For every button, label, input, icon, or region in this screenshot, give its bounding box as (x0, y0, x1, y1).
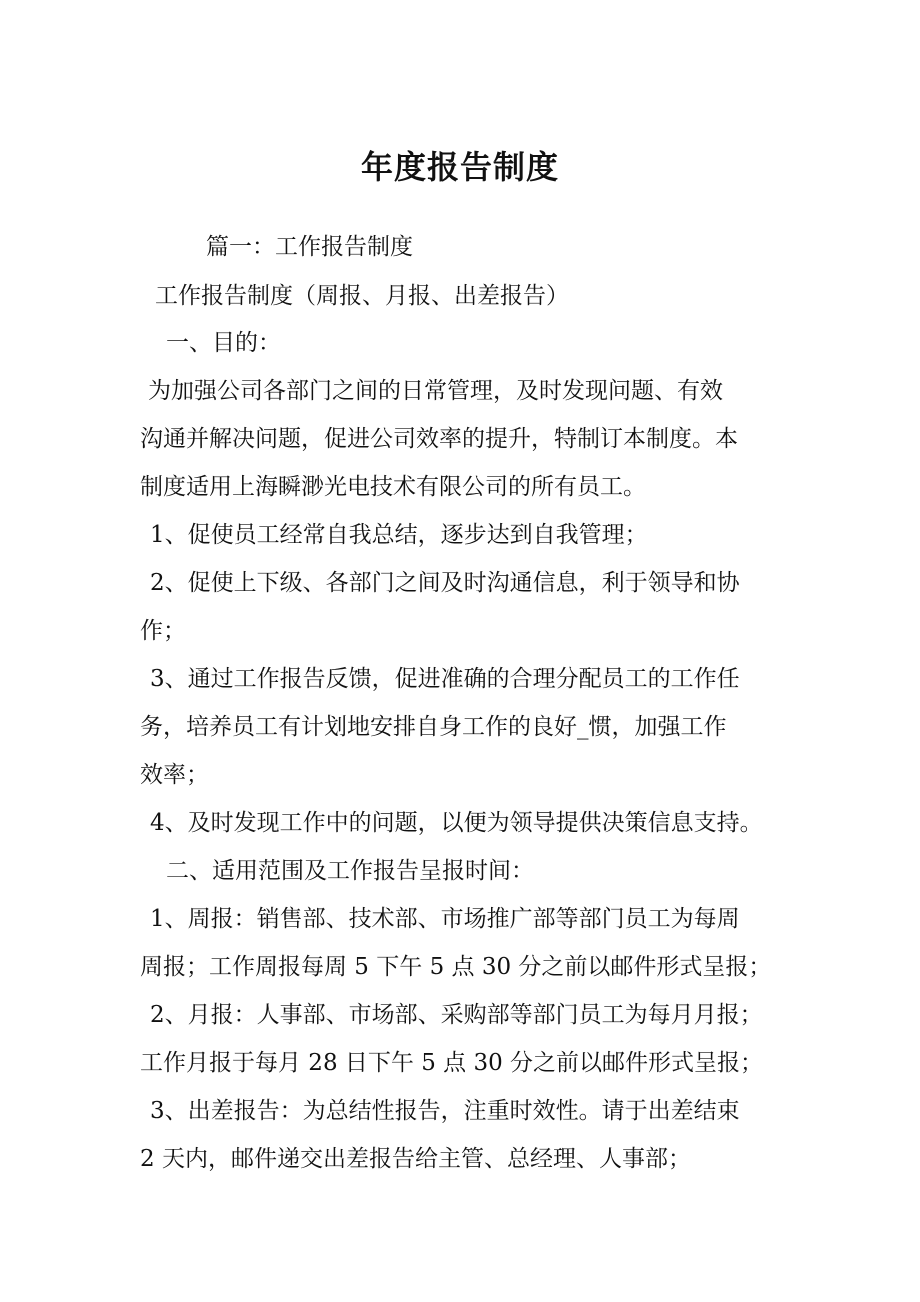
list-item: 4、及时发现工作中的问题，以便为领导提供决策信息支持。 (150, 810, 763, 836)
paragraph-line: 制度适用上海瞬渺光电技术有限公司的所有员工。 (140, 474, 646, 500)
list-item-continuation: 效率； (140, 762, 209, 788)
section-heading-part-one: 篇一：工作报告制度 (206, 234, 413, 260)
list-item: 1、周报：销售部、技术部、市场推广部等部门员工为每周 (150, 906, 740, 932)
paragraph-line: 沟通并解决问题，促进公司效率的提升，特制订本制度。本 (140, 426, 738, 452)
heading-purpose: 一、目的： (166, 330, 281, 356)
subtitle-line: 工作报告制度（周报、月报、出差报告） (155, 283, 569, 309)
list-item-continuation: 2 天内，邮件递交出差报告给主管、总经理、人事部； (140, 1146, 691, 1172)
list-item: 2、促使上下级、各部门之间及时沟通信息，利于领导和协 (150, 570, 740, 596)
list-item-continuation: 务，培养员工有计划地安排自身工作的良好_惯，加强工作 (140, 714, 727, 740)
list-item-continuation: 工作月报于每月 28 日下午 5 点 30 分之前以邮件形式呈报； (140, 1050, 764, 1076)
heading-scope: 二、适用范围及工作报告呈报时间： (166, 858, 534, 884)
paragraph-line: 为加强公司各部门之间的日常管理，及时发现问题、有效 (148, 378, 723, 404)
list-item: 3、通过工作报告反馈，促进准确的合理分配员工的工作任 (150, 666, 740, 692)
document-title: 年度报告制度 (360, 148, 559, 186)
list-item: 1、促使员工经常自我总结，逐步达到自我管理； (150, 522, 648, 548)
list-item: 3、出差报告：为总结性报告，注重时效性。请于出差结束 (150, 1098, 740, 1124)
list-item: 2、月报：人事部、市场部、采购部等部门员工为每月月报； (150, 1002, 763, 1028)
list-item-continuation: 作； (140, 618, 186, 644)
list-item-continuation: 周报；工作周报每周 5 下午 5 点 30 分之前以邮件形式呈报； (140, 954, 772, 980)
